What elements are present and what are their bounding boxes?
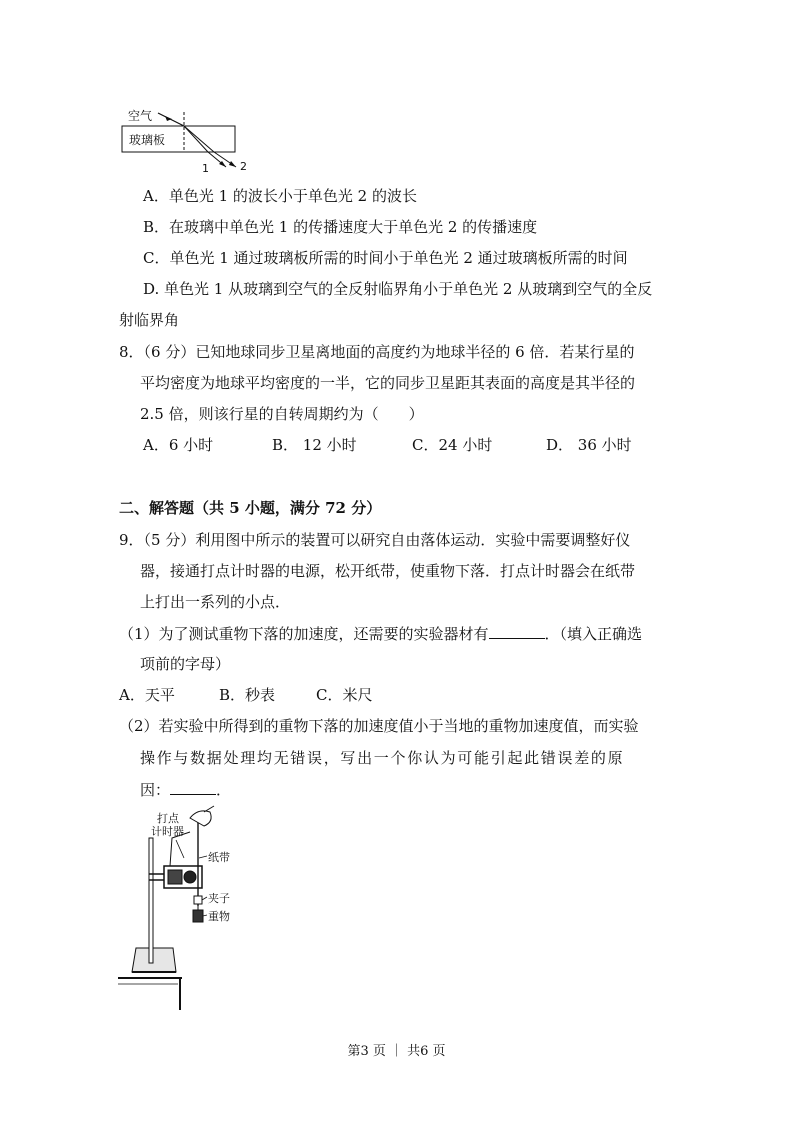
timer-label-1: 打点 bbox=[157, 812, 179, 825]
q9-line-3: 上打出一系列的小点． bbox=[140, 593, 291, 611]
q9-choice-c: C．米尺 bbox=[316, 686, 373, 704]
timer-label-2: 计时器 bbox=[151, 825, 184, 838]
tape-label: 纸带 bbox=[208, 851, 230, 864]
q9-choice-b: B．秒表 bbox=[219, 686, 276, 704]
q8-line-3: 2.5 倍，则该行星的自转周期约为（ ） bbox=[140, 405, 424, 423]
q9-choice-a: A．天平 bbox=[119, 686, 175, 704]
q8-line-1: 8．（6 分）已知地球同步卫星离地面的高度约为地球半径的 6 倍．若某行星的 bbox=[119, 343, 635, 361]
page-footer: 第3 页 ｜ 共6 页 bbox=[347, 1044, 446, 1059]
q9-part-2-line-1: （2）若实验中所得到的重物下落的加速度值小于当地的重物加速度值，而实验 bbox=[119, 717, 639, 735]
glass-label: 玻璃板 bbox=[129, 133, 166, 147]
q9-part-1-cont: 项前的字母） bbox=[140, 655, 231, 673]
ray-1-label: 1 bbox=[202, 162, 209, 175]
section-2-title: 二、解答题（共 5 小题，满分 72 分） bbox=[119, 499, 382, 517]
q7-option-a: A．单色光 1 的波长小于单色光 2 的波长 bbox=[143, 187, 417, 205]
q9-line-2: 器，接通打点计时器的电源，松开纸带，使重物下落．打点计时器会在纸带 bbox=[140, 562, 636, 580]
q9-part-1-tail: ．（填入正确选 bbox=[544, 625, 643, 643]
q8-line-2: 平均密度为地球平均密度的一半，它的同步卫星距其表面的高度是其半径的 bbox=[140, 374, 636, 392]
weight-label: 重物 bbox=[208, 910, 230, 923]
q8-option-a: A．6 小时 bbox=[143, 436, 214, 454]
q7-option-d: D. 单色光 1 从玻璃到空气的全反射临界角小于单色光 2 从玻璃到空气的全反 bbox=[143, 280, 653, 298]
clip-shape bbox=[194, 896, 202, 904]
q9-part-2-end: ． bbox=[216, 781, 232, 799]
q8-option-c: C．24 小时 bbox=[412, 436, 493, 454]
weight-shape bbox=[193, 910, 203, 922]
clip-label: 夹子 bbox=[208, 892, 230, 905]
q9-part-2-label: 因： bbox=[140, 781, 171, 799]
stand-pole bbox=[149, 838, 153, 963]
q7-option-c: C．单色光 1 通过玻璃板所需的时间小于单色光 2 通过玻璃板所需的时间 bbox=[143, 249, 628, 267]
q9-part-2-line-2: 操作与数据处理均无错误，写出一个你认为可能引起此错误差的原 bbox=[140, 749, 625, 767]
air-label: 空气 bbox=[128, 109, 153, 123]
q8-option-b: B． 12 小时 bbox=[272, 436, 357, 454]
q9-part-1-text: （1）为了测试重物下落的加速度，还需要的实验器材有 bbox=[119, 625, 489, 643]
q7-option-b: B．在玻璃中单色光 1 的传播速度大于单色光 2 的传播速度 bbox=[143, 218, 538, 236]
stand-base bbox=[132, 948, 176, 972]
q9-line-1: 9．（5 分）利用图中所示的装置可以研究自由落体运动．实验中需要调整好仪 bbox=[119, 531, 631, 549]
q8-option-d: D． 36 小时 bbox=[546, 436, 632, 454]
q7-option-d-cont: 射临界角 bbox=[119, 311, 180, 329]
ray-2-label: 2 bbox=[240, 160, 247, 173]
